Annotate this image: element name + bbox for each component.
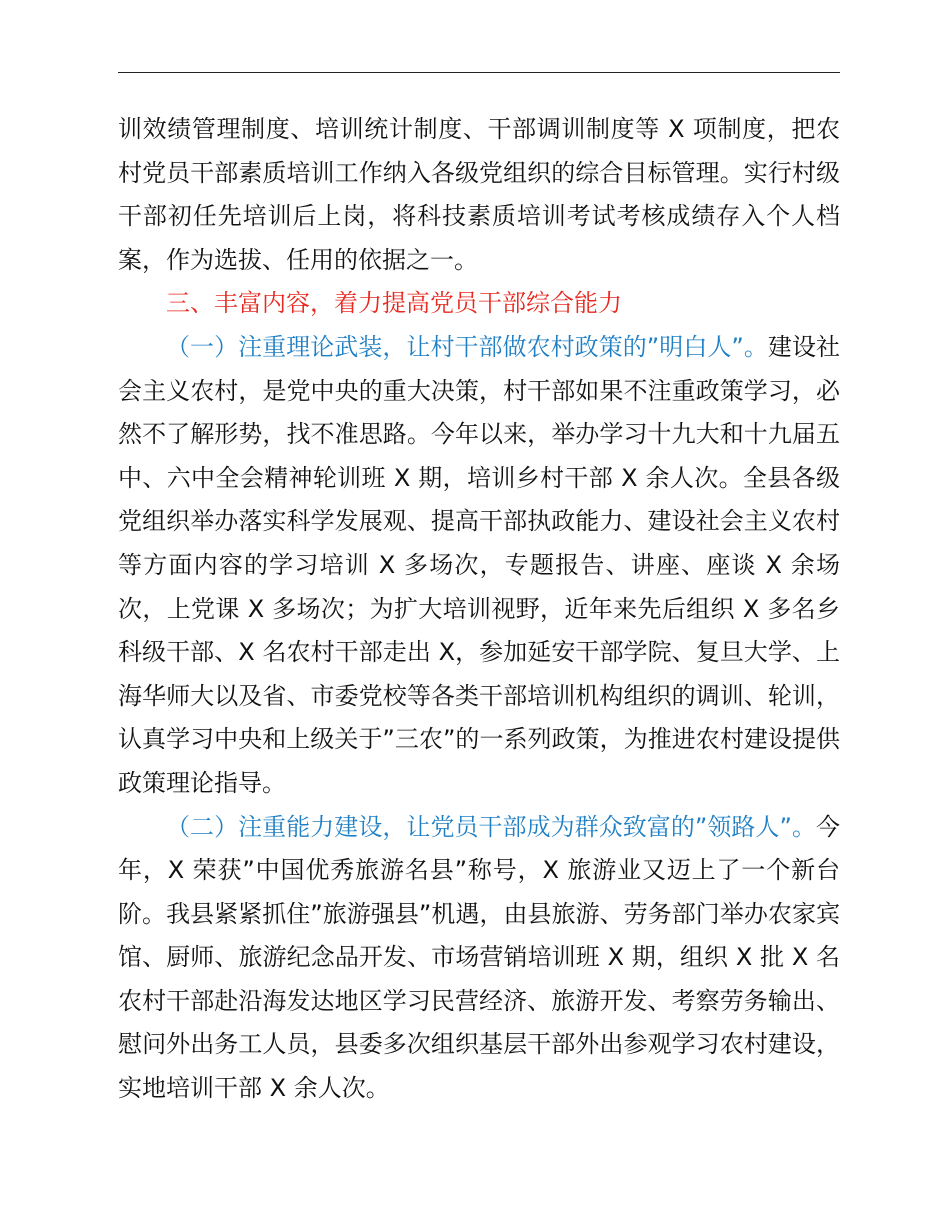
header-rule: [118, 72, 840, 73]
subsection-1-body: 建设社会主义农村，是党中央的重大决策，村干部如果不注重政策学习，必然不了解形势，找不准思路。今年以来，举办学习十九大和十九届五中、六中全会精神轮训班 X 期，培训乡村干部 X 余人次。全县各级党组织举办落实科学发展观、提高干部执政能力、建设社会主义农村等方面内容的学习培训 X 多场次，专题报告、讲座、座谈 X 余场次，上党课 X 多场次；为扩大培训视野，近年来先后组织 X 多名乡科级干部、X 名农村干部走出 X，参加延安干部学院、复旦大学、上海华师大以及省、市委党校等各类干部培训机构组织的调训、轮训，认真学习中央和上级关于”三农”的一系列政策，为推进农村建设提供政策理论指导。: [118, 332, 841, 797]
subsection-2-heading: （二）注重能力建设，让党员干部成为群众致富的”领路人”。: [166, 812, 816, 841]
paragraph-training-system: 训效绩管理制度、培训统计制度、干部调训制度等 X 项制度，把农村党员干部素质培训工作纳入各级党组织的综合目标管理。实行村级干部初任先培训后上岗，将科技素质培训考试考核成绩存入个人档案，作为选拔、任用的依据之一。: [118, 115, 840, 274]
document-body: [118, 108, 840, 1111]
subsection-2-body: 今年，X 荣获”中国优秀旅游名县”称号，X 旅游业又迈上了一个新台阶。我县紧紧抓住”旅游强县”机遇，由县旅游、劳务部门举办农家宾馆、厨师、旅游纪念品开发、市场营销培训班 X 期，组织 X 批 X 名农村干部赴沿海发达地区学习民营经济、旅游开发、考察劳务输出、慰问外出务工人员，县委多次组织基层干部外出参观学习农村建设，实地培训干部 X 余人次。: [118, 812, 840, 1103]
paragraph-capacity: [118, 806, 840, 1111]
section-3-heading: 三、丰富内容，着力提高党员干部综合能力: [166, 289, 622, 318]
paragraph-theory: [118, 326, 840, 806]
subsection-1-heading: （一）注重理论武装，让村干部做农村政策的”明白人”。: [166, 332, 768, 361]
